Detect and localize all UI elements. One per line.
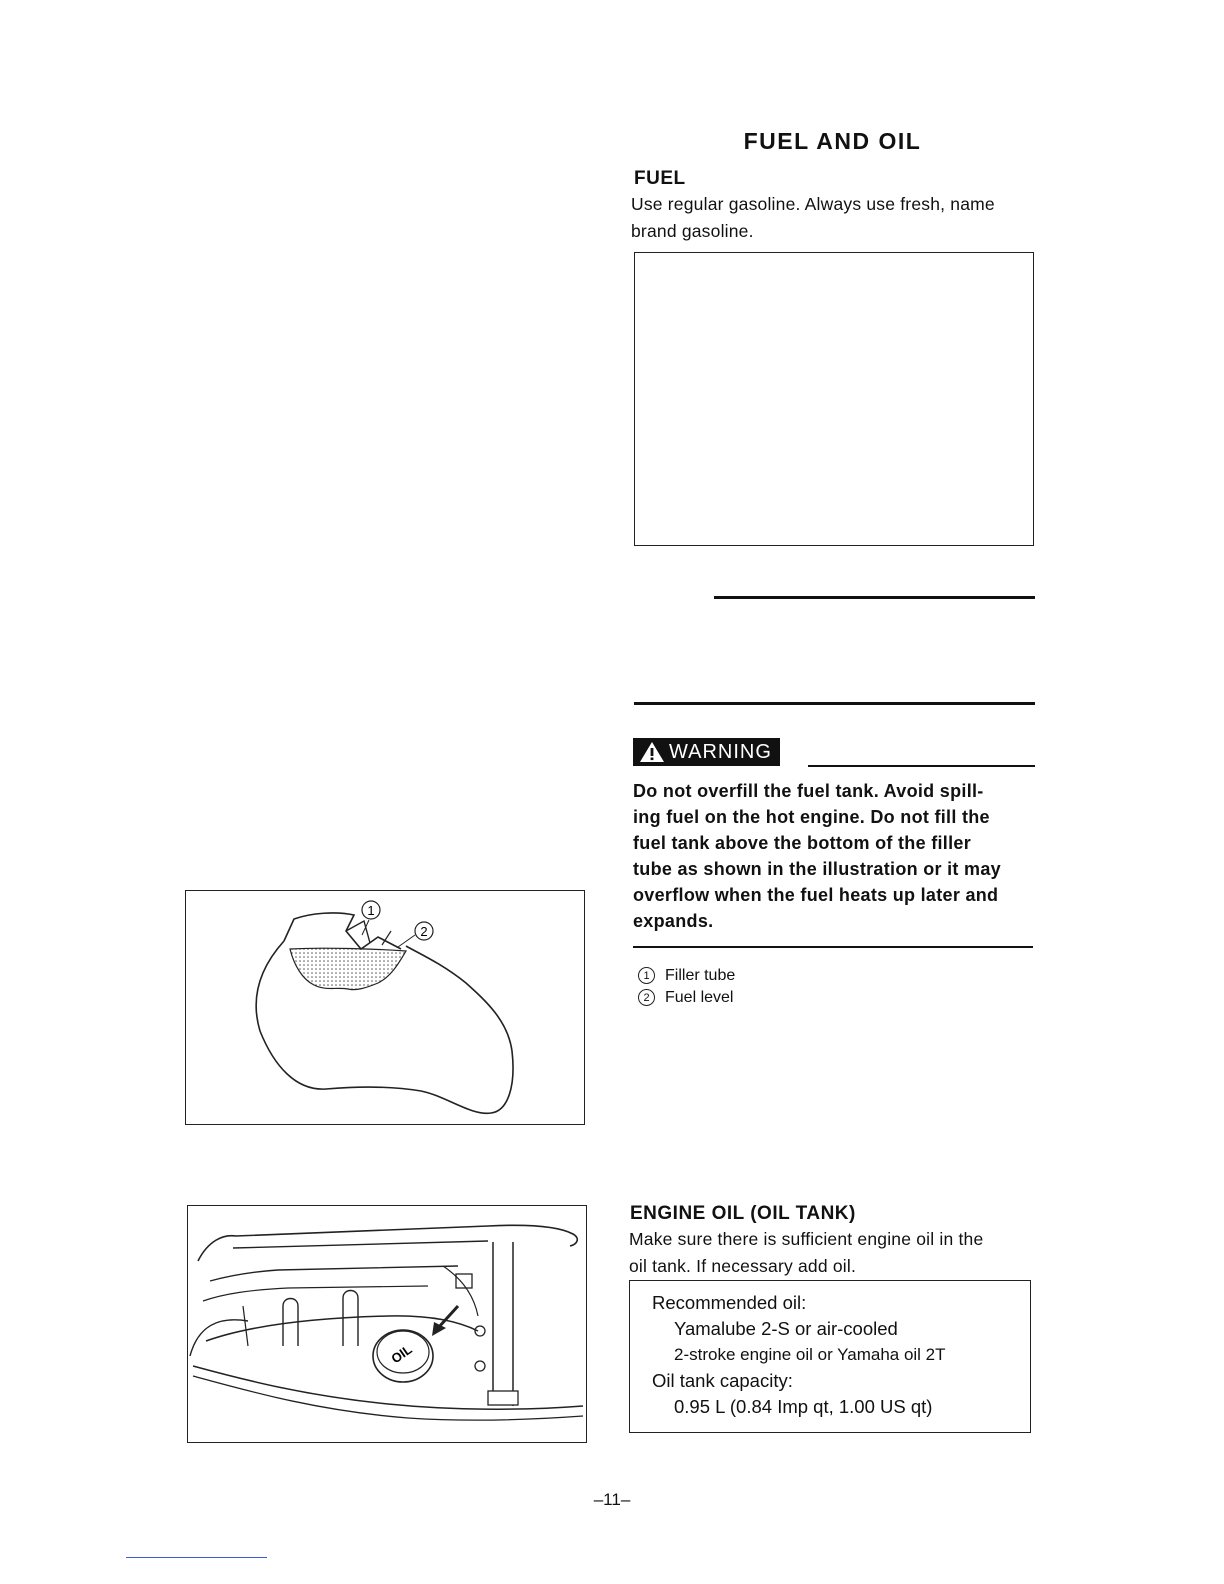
fuel-line-1: Use regular gasoline. Always use fresh, name bbox=[631, 194, 995, 214]
recommended-oil-label: Recommended oil: bbox=[652, 1292, 807, 1313]
warning-end-rule bbox=[633, 946, 1033, 948]
fuel-tank-figure bbox=[185, 890, 585, 1125]
fuel-line-2: brand gasoline. bbox=[631, 221, 754, 241]
footer-link-underline bbox=[126, 1557, 267, 1558]
oil-capacity-label: Oil tank capacity: bbox=[652, 1370, 793, 1391]
callout-2: 2 bbox=[420, 924, 428, 939]
oil-spec-box bbox=[629, 1280, 1031, 1433]
legend-number: 2 bbox=[638, 989, 655, 1006]
warning-line: ing fuel on the hot engine. Do not fill the bbox=[633, 807, 990, 827]
oil-tank-illustration bbox=[188, 1206, 585, 1441]
legend-label: Fuel level bbox=[665, 989, 734, 1006]
warning-label: WARNING bbox=[669, 740, 772, 763]
engine-oil-paragraph bbox=[629, 1226, 983, 1280]
figure-legend bbox=[638, 965, 735, 1009]
legend-item bbox=[638, 987, 735, 1009]
divider-rule bbox=[634, 702, 1035, 705]
fuel-paragraph bbox=[631, 191, 995, 245]
engine-oil-line-2: oil tank. If necessary add oil. bbox=[629, 1256, 857, 1276]
warning-line: fuel tank above the bottom of the filler bbox=[633, 833, 972, 853]
warning-line: Do not overfill the fuel tank. Avoid spill- bbox=[633, 781, 984, 801]
warning-text bbox=[633, 778, 1037, 934]
engine-oil-heading: ENGINE OIL (OIL TANK) bbox=[630, 1203, 856, 1224]
divider-rule bbox=[714, 596, 1035, 599]
legend-label: Filler tube bbox=[665, 967, 736, 984]
recommended-oil-line-1: Yamalube 2-S or air-cooled bbox=[674, 1318, 898, 1339]
legend-number: 1 bbox=[638, 967, 655, 984]
warning-rule bbox=[808, 765, 1035, 767]
blank-notice-box bbox=[634, 252, 1034, 546]
engine-oil-line-1: Make sure there is sufficient engine oil in the bbox=[629, 1229, 984, 1249]
recommended-oil-line-2: 2-stroke engine oil or Yamaha oil 2T bbox=[674, 1345, 946, 1364]
callout-1: 1 bbox=[367, 903, 375, 918]
legend-item bbox=[638, 965, 735, 987]
oil-capacity-value: 0.95 L (0.84 Imp qt, 1.00 US qt) bbox=[674, 1396, 933, 1417]
page-number: –11– bbox=[593, 1490, 631, 1509]
section-title: FUEL AND OIL bbox=[743, 128, 922, 154]
warning-line: overflow when the fuel heats up later and bbox=[633, 885, 999, 905]
oil-tank-figure bbox=[187, 1205, 587, 1443]
oil-cap-label: OIL bbox=[388, 1341, 415, 1367]
fuel-heading: FUEL bbox=[634, 168, 686, 189]
warning-triangle-icon bbox=[639, 741, 665, 763]
warning-badge bbox=[633, 738, 780, 766]
fuel-tank-illustration bbox=[186, 891, 583, 1123]
warning-line: expands. bbox=[633, 911, 714, 931]
warning-line: tube as shown in the illustration or it may bbox=[633, 859, 1001, 879]
